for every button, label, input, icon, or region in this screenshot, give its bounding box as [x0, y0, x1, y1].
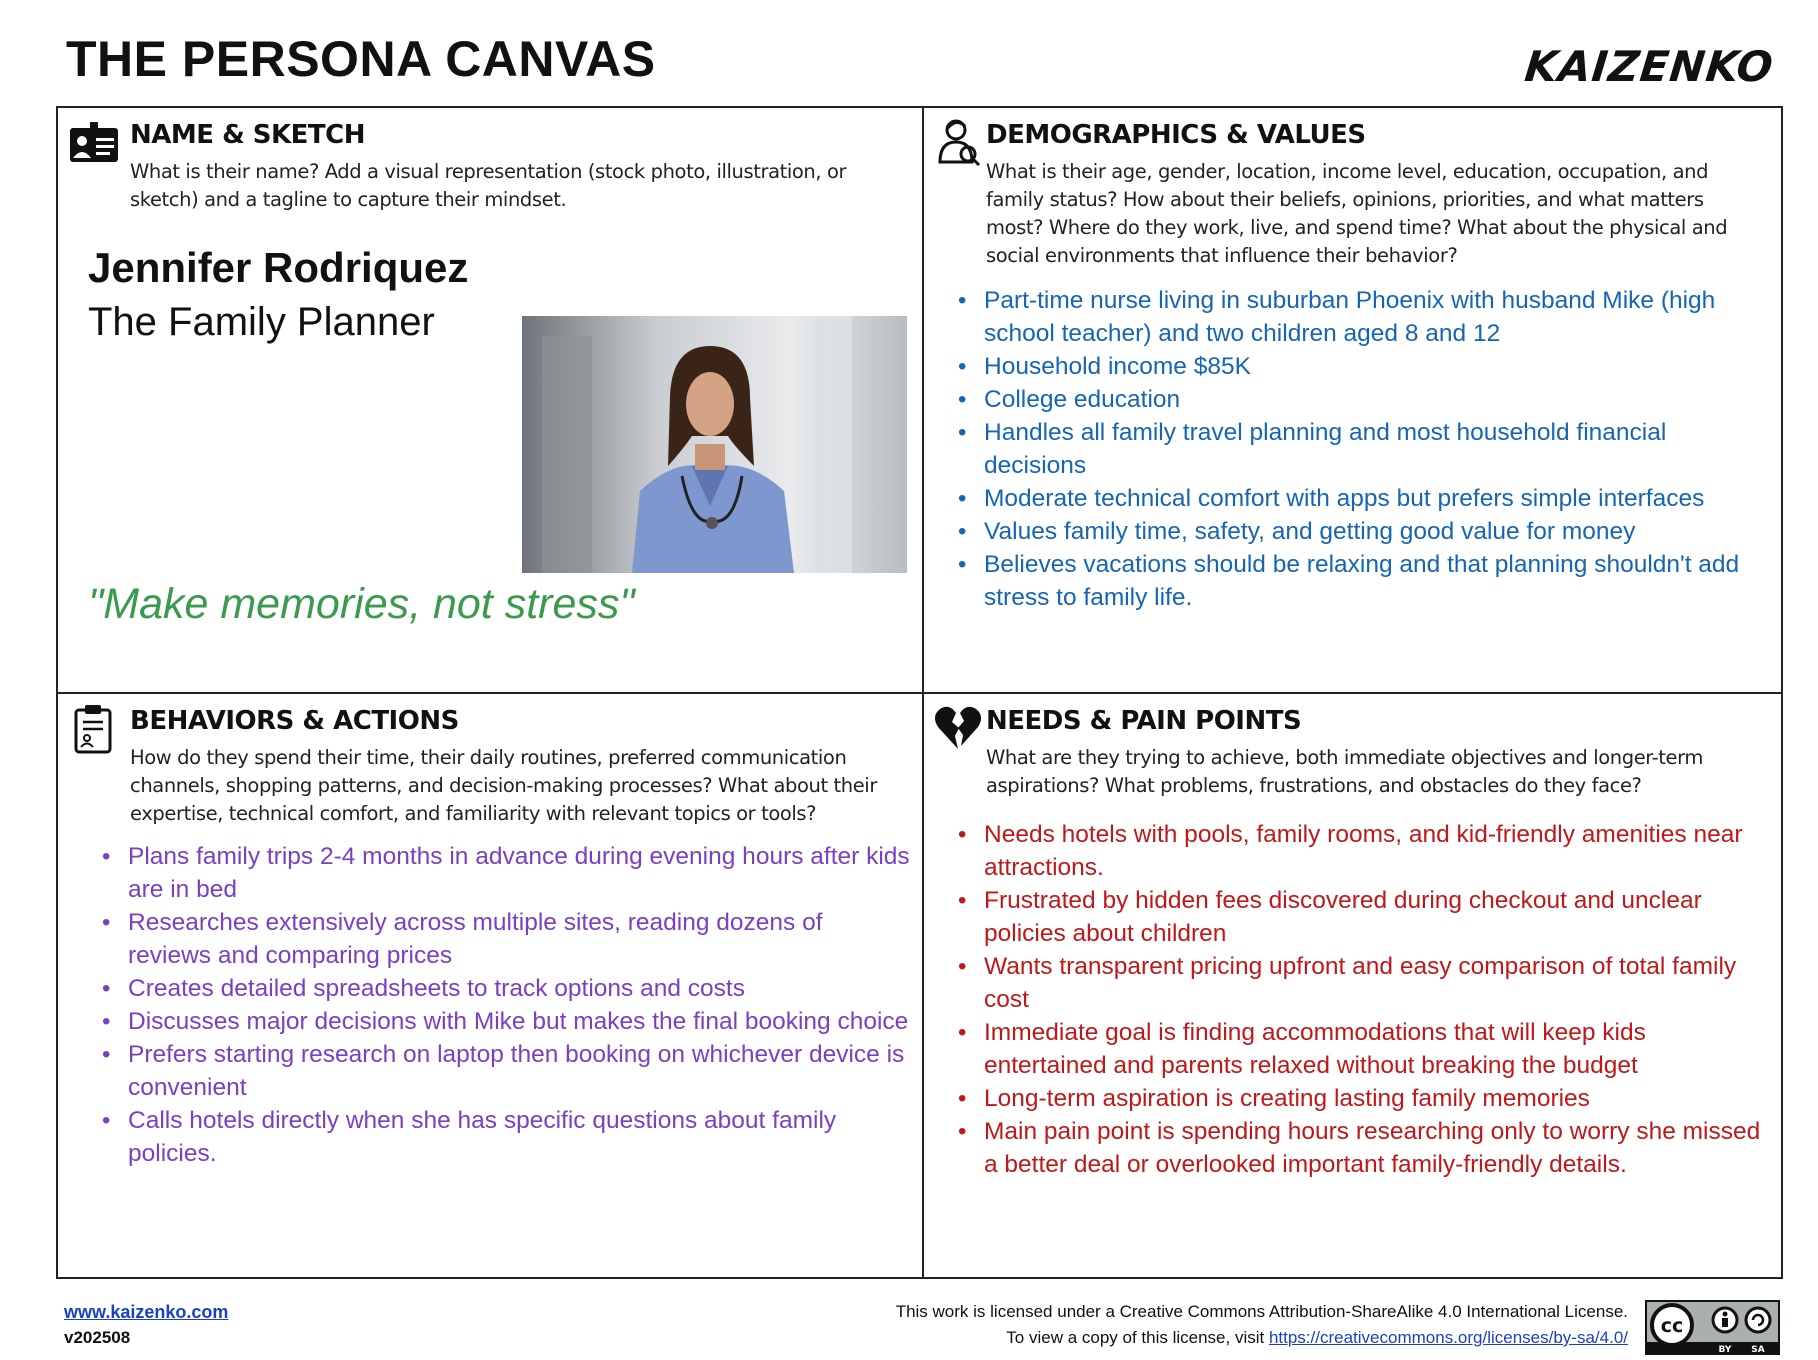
demographics-section [924, 108, 1785, 692]
clipboard-icon [68, 702, 120, 754]
list-item: • Frustrated by hidden fees discovered during checkout and unclear policies about children [948, 884, 1768, 950]
list-item: • Household income $85K [948, 350, 1768, 383]
persona-quote: "Make memories, not stress" [88, 580, 635, 628]
cc-text: cc [1660, 1315, 1684, 1337]
website-link[interactable]: www.kaizenko.com [64, 1302, 229, 1322]
sa-text: SA [1751, 1345, 1765, 1355]
section-heading: DEMOGRAPHICS & VALUES [986, 120, 1366, 150]
persona-name: Jennifer Rodriquez [88, 244, 469, 291]
behaviors-section [58, 694, 922, 1281]
license-visit-text [1006, 1328, 1628, 1348]
section-description: What is their name? Add a visual representation (stock photo, illustration, or sketch) and a tagline to capture their mindset. [130, 160, 847, 211]
persona-photo [522, 316, 907, 573]
list-item: • Creates detailed spreadsheets to track options and costs [92, 972, 912, 1005]
persona-tagline: The Family Planner [88, 300, 435, 344]
license-visit-prefix: To view a copy of this license, visit [1006, 1328, 1269, 1347]
cc-by-sa-badge[interactable] [1645, 1300, 1780, 1355]
section-heading: NEEDS & PAIN POINTS [986, 706, 1302, 736]
name-sketch-section [58, 108, 922, 692]
page-title: THE PERSONA CANVAS [66, 31, 656, 87]
list-item: • Long-term aspiration is creating lasting family memories [948, 1082, 1768, 1115]
person-icon [932, 116, 984, 168]
list-item: • Immediate goal is finding accommodations that will keep kids entertained and parents relaxed without breaking the budget [948, 1016, 1768, 1082]
version-label: v202508 [64, 1328, 131, 1347]
list-item: • Believes vacations should be relaxing and that planning shouldn't add stress to family life. [948, 548, 1768, 614]
needs-list [948, 818, 1768, 1181]
list-item: • Calls hotels directly when she has specific questions about family policies. [92, 1104, 912, 1170]
section-heading: BEHAVIORS & ACTIONS [130, 706, 459, 736]
license-link[interactable]: https://creativecommons.org/licenses/by-sa/4.0/ [1268, 1328, 1628, 1347]
list-item: • College education [948, 383, 1768, 416]
kaizenko-logo: KAIZENKO [1522, 42, 1777, 91]
section-description: What is their age, gender, location, income level, education, occupation, and family status? How about their beliefs, opinions, priorities, and what matters most? Where do they work, live, and spend time? What about the physical and social environments that influence their behavior? [986, 160, 1728, 267]
demographics-list [948, 284, 1768, 614]
behaviors-list [92, 840, 912, 1170]
section-description: How do they spend their time, their daily routines, preferred communication channels, shopping patterns, and decision-making processes? What about their expertise, technical comfort, and familiarity with relevant topics or tools? [130, 746, 877, 825]
license-text: This work is licensed under a Creative Commons Attribution-ShareAlike 4.0 International License. [895, 1302, 1628, 1321]
persona-canvas [56, 106, 1783, 1279]
needs-section [924, 694, 1785, 1281]
list-item: • Wants transparent pricing upfront and easy comparison of total family cost [948, 950, 1768, 1016]
list-item: • Moderate technical comfort with apps but prefers simple interfaces [948, 482, 1768, 515]
section-description: What are they trying to achieve, both immediate objectives and longer-term aspirations? What problems, frustrations, and obstacles do they face? [986, 746, 1704, 797]
section-heading: NAME & SKETCH [130, 120, 366, 150]
list-item: • Needs hotels with pools, family rooms, and kid-friendly amenities near attractions. [948, 818, 1768, 884]
list-item: • Handles all family travel planning and most household financial decisions [948, 416, 1768, 482]
list-item: • Part-time nurse living in suburban Phoenix with husband Mike (high school teacher) and two children aged 8 and 12 [948, 284, 1768, 350]
list-item: • Prefers starting research on laptop then booking on whichever device is convenient [92, 1038, 912, 1104]
broken-heart-icon [932, 702, 984, 754]
list-item: • Main pain point is spending hours researching only to worry she missed a better deal or overlooked important family-friendly details. [948, 1115, 1768, 1181]
list-item: • Discusses major decisions with Mike but makes the final booking choice [92, 1005, 912, 1038]
id-card-icon [68, 116, 120, 168]
list-item: • Values family time, safety, and getting good value for money [948, 515, 1768, 548]
list-item: • Plans family trips 2-4 months in advance during evening hours after kids are in bed [92, 840, 912, 906]
by-text: BY [1718, 1345, 1732, 1355]
list-item: • Researches extensively across multiple sites, reading dozens of reviews and comparing prices [92, 906, 912, 972]
